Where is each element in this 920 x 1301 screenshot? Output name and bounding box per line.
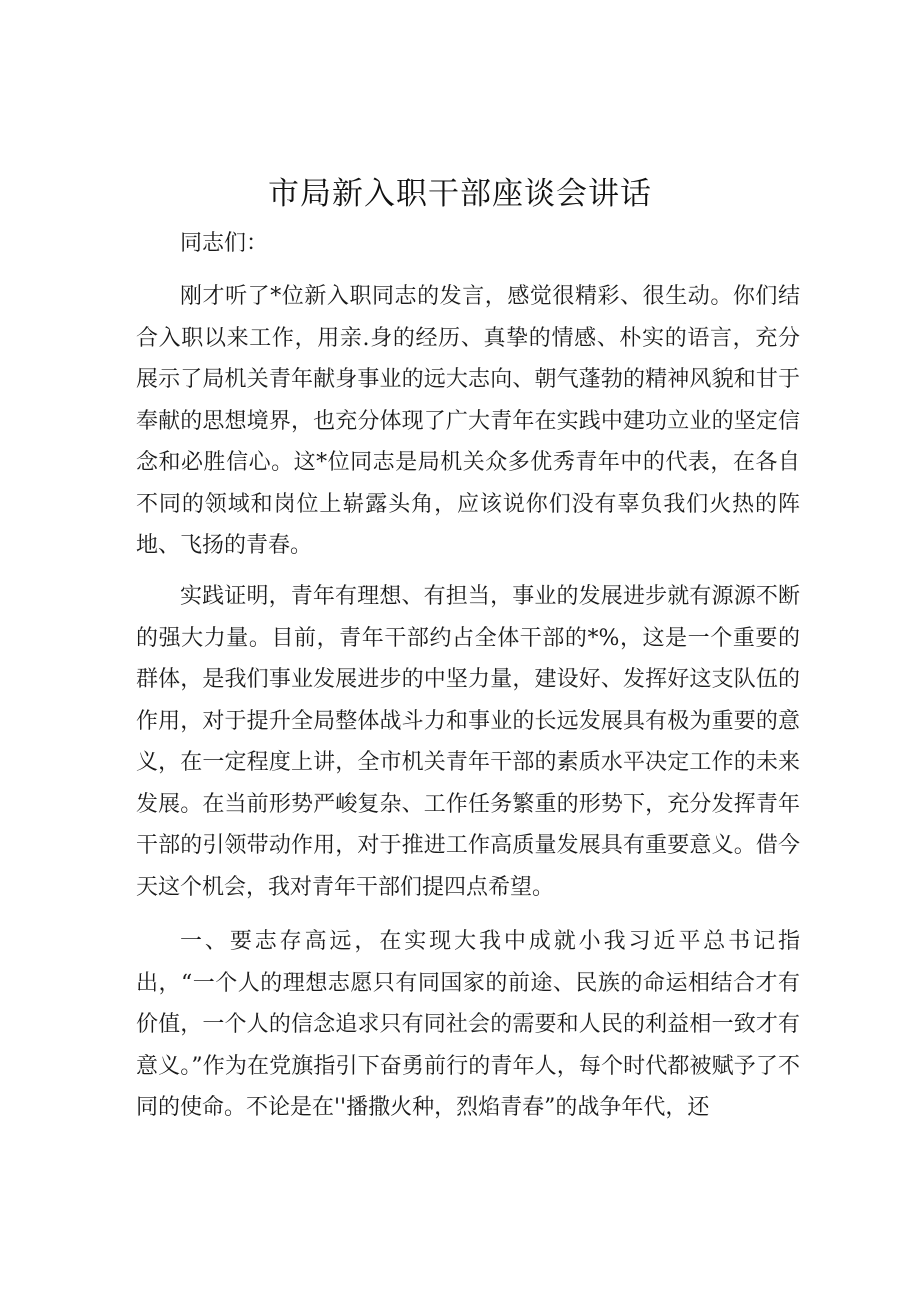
- salutation: 同志们：: [180, 231, 269, 256]
- paragraph-text: 刚才听了*位新入职同志的发言，感觉很精彩、很生动。你们结合入职以来工作，用亲.身的经历、真挚的情感、朴实的语言，充分展示了局机关青年献身事业的远大志向、朝气蓬勃的精神风貌和甘于奉献的思想境界，也充分体现了广大青年在实践中建功立业的坚定信念和必胜信心。这*位同志是局机关众多优秀青年中的代表，在各自不同的领域和岗位上崭露头角，应该说你们没有辜负我们火热的阵地、飞扬的青春。: [136, 284, 800, 558]
- paragraph-3: [136, 921, 800, 1129]
- paragraph-text: 一、要志存高远，在实现大我中成就小我习近平总书记指出，“一个人的理想志愿只有同国家的前途、民族的命运相结合才有价值，一个人的信念追求只有同社会的需要和人民的利益相一致才有意义。”作为在党旗指引下奋勇前行的青年人，每个时代都被赋予了不同的使命。不论是在''播撒火种，烈焰青春”的战争年代，还: [136, 929, 800, 1120]
- document-title: 市局新入职干部座谈会讲话: [268, 176, 652, 212]
- paragraph-1: [136, 276, 800, 567]
- paragraph-2: [136, 576, 800, 908]
- paragraph-text: 实践证明，青年有理想、有担当，事业的发展进步就有源源不断的强大力量。目前，青年干部约占全体干部的*%，这是一个重要的群体，是我们事业发展进步的中坚力量，建设好、发挥好这支队伍的作用，对于提升全局整体战斗力和事业的长远发展具有极为重要的意义，在一定程度上讲，全市机关青年干部的素质水平决定工作的未来发展。在当前形势严峻复杂、工作任务繁重的形势下，充分发挥青年干部的引领带动作用，对于推进工作高质量发展具有重要意义。借今天这个机会，我对青年干部们提四点希望。: [136, 584, 800, 900]
